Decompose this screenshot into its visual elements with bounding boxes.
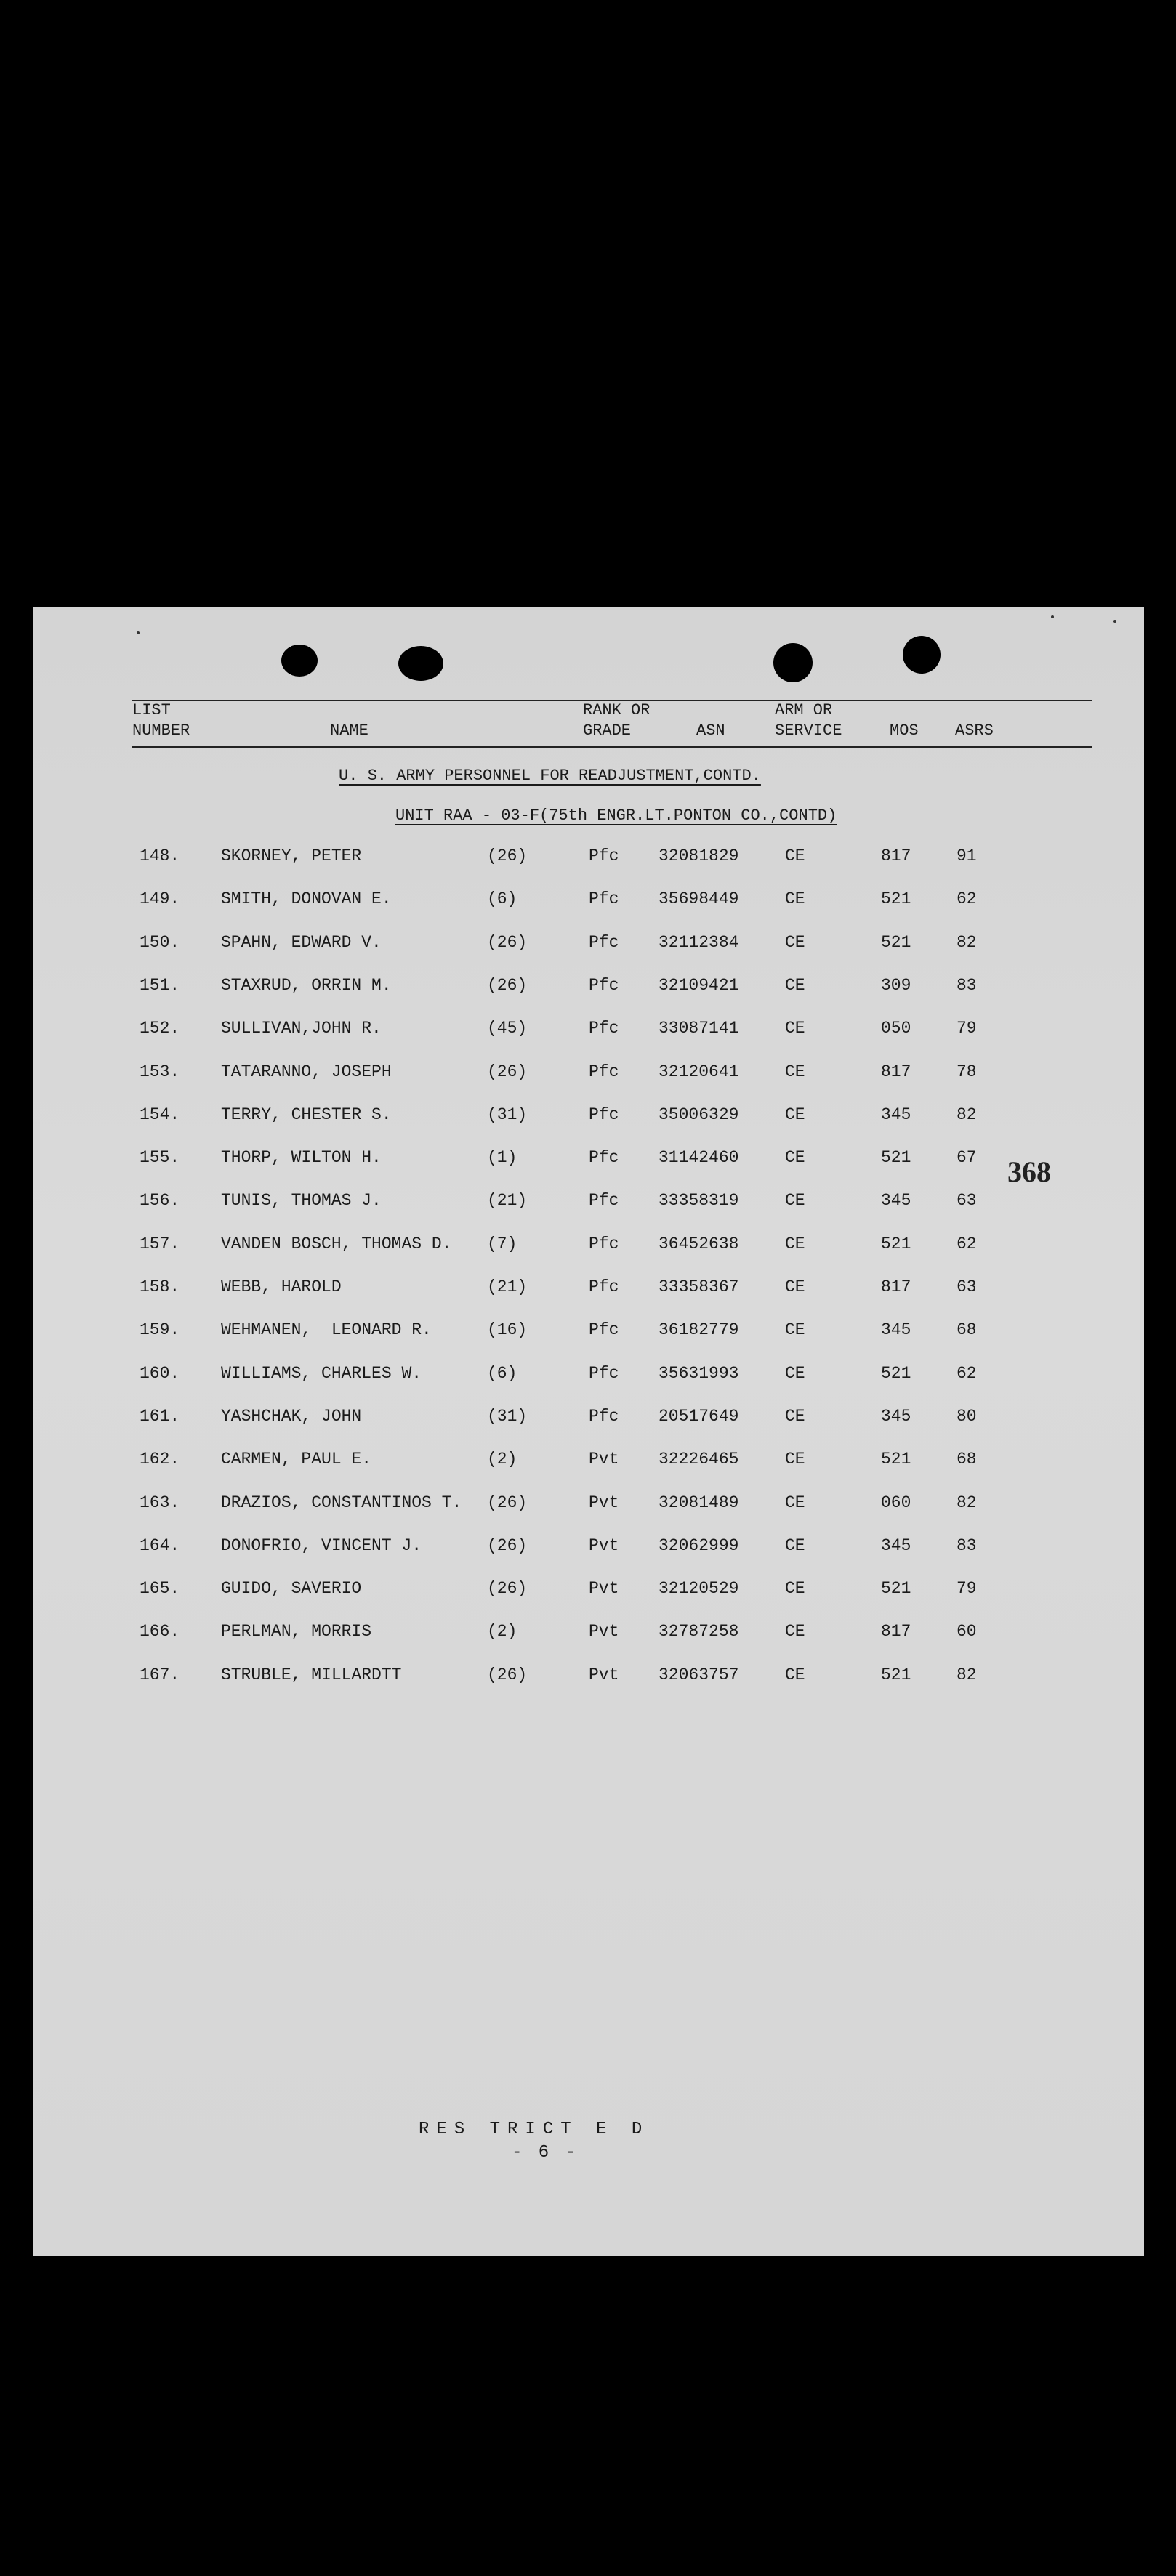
unit-line: UNIT RAA - 03-F(75th ENGR.LT.PONTON CO.,CONTD) [395,807,837,825]
row-number: 165. [140,1579,180,1599]
restricted-stamp: RES TRICT E D [419,2120,650,2139]
row-arm: CE [785,1406,805,1426]
row-number: 151. [140,975,180,995]
row-asn: 32787258 [659,1622,739,1642]
page-number: - 6 - [512,2143,579,2163]
document-title: U. S. ARMY PERSONNEL FOR READJUSTMENT,CONTD. [339,767,761,785]
row-name: SULLIVAN,JOHN R. [221,1019,382,1038]
row-rank: Pvt [589,1535,619,1555]
row-code: (2) [487,1450,517,1469]
row-number: 149. [140,889,180,909]
row-number: 157. [140,1234,180,1253]
row-rank: Pfc [589,1062,619,1081]
row-code: (7) [487,1234,517,1253]
row-number: 163. [140,1493,180,1512]
row-mos: 521 [881,1234,911,1253]
row-name: STRUBLE, MILLARDTT [221,1665,402,1684]
row-arm: CE [785,1105,805,1124]
row-name: SPAHN, EDWARD V. [221,932,382,952]
header-arm-2: SERVICE [775,722,842,740]
row-number: 155. [140,1148,180,1168]
row-number: 153. [140,1062,180,1081]
row-number: 158. [140,1277,180,1296]
row-arm: CE [785,1665,805,1684]
row-asn: 33087141 [659,1019,739,1038]
row-number: 156. [140,1191,180,1211]
row-asn: 32120529 [659,1579,739,1599]
row-asrs: 63 [956,1277,977,1296]
row-mos: 521 [881,1363,911,1383]
row-asn: 32081489 [659,1493,739,1512]
row-asrs: 68 [956,1320,977,1340]
row-asn: 32062999 [659,1535,739,1555]
row-rank: Pfc [589,1234,619,1253]
header-list-number-2: NUMBER [132,722,190,740]
row-mos: 345 [881,1406,911,1426]
header-asrs: ASRS [955,722,994,740]
row-code: (26) [487,932,528,952]
punch-hole [903,636,941,674]
row-arm: CE [785,1535,805,1555]
row-number: 160. [140,1363,180,1383]
punch-hole [398,646,443,681]
row-arm: CE [785,1363,805,1383]
row-rank: Pfc [589,847,619,865]
row-arm: CE [785,1062,805,1081]
row-asn: 31142460 [659,1148,739,1168]
document-page [33,607,1144,2256]
row-mos: 521 [881,1579,911,1599]
row-arm: CE [785,1019,805,1038]
row-number: 162. [140,1450,180,1469]
row-asrs: 79 [956,1019,977,1038]
header-list-number-1: LIST [132,701,171,719]
row-name: WILLIAMS, CHARLES W. [221,1363,422,1383]
row-rank: Pfc [589,975,619,995]
row-asrs: 79 [956,1579,977,1599]
row-rank: Pfc [589,1363,619,1383]
row-code: (45) [487,1019,528,1038]
row-code: (26) [487,1493,528,1512]
row-code: (26) [487,1579,528,1599]
row-asn: 35631993 [659,1363,739,1383]
row-arm: CE [785,1148,805,1168]
row-code: (21) [487,1277,528,1296]
row-name: WEHMANEN, LEONARD R. [221,1320,432,1340]
row-asrs: 62 [956,1234,977,1253]
row-name: VANDEN BOSCH, THOMAS D. [221,1234,452,1253]
row-asrs: 82 [956,1665,977,1684]
row-code: (31) [487,1406,528,1426]
row-mos: 345 [881,1191,911,1211]
row-asn: 32081829 [659,847,739,865]
row-mos: 817 [881,1622,911,1642]
row-code: (6) [487,889,517,909]
row-mos: 521 [881,889,911,909]
row-arm: CE [785,1234,805,1253]
row-asrs: 80 [956,1406,977,1426]
row-mos: 521 [881,1148,911,1168]
row-asrs: 68 [956,1450,977,1469]
punch-hole [773,643,813,682]
header-rank-1: RANK OR [583,701,651,719]
row-code: (26) [487,847,528,865]
row-number: 164. [140,1535,180,1555]
row-mos: 521 [881,1450,911,1469]
row-mos: 521 [881,1665,911,1684]
row-mos: 060 [881,1493,911,1512]
row-asn: 35698449 [659,889,739,909]
row-asrs: 82 [956,1105,977,1124]
row-asrs: 67 [956,1148,977,1168]
row-name: SKORNEY, PETER [221,847,362,865]
row-asn: 20517649 [659,1406,739,1426]
row-mos: 521 [881,932,911,952]
row-number: 167. [140,1665,180,1684]
row-number: 148. [140,847,180,865]
row-asn: 32112384 [659,932,739,952]
row-asrs: 82 [956,1493,977,1512]
row-code: (26) [487,1062,528,1081]
row-rank: Pvt [589,1665,619,1684]
margin-number: 368 [1007,1155,1051,1188]
row-asrs: 78 [956,1062,977,1081]
row-asn: 35006329 [659,1105,739,1124]
row-mos: 050 [881,1019,911,1038]
row-arm: CE [785,1277,805,1296]
row-name: STAXRUD, ORRIN M. [221,975,392,995]
row-name: DRAZIOS, CONSTANTINOS T. [221,1493,462,1512]
row-arm: CE [785,1191,805,1211]
row-arm: CE [785,1579,805,1599]
row-arm: CE [785,1493,805,1512]
row-rank: Pvt [589,1579,619,1599]
row-rank: Pfc [589,1191,619,1211]
row-asrs: 62 [956,1363,977,1383]
row-asn: 32120641 [659,1062,739,1081]
row-arm: CE [785,847,805,865]
row-rank: Pfc [589,889,619,909]
row-code: (26) [487,1665,528,1684]
row-name: WEBB, HAROLD [221,1277,342,1296]
punch-hole [281,645,318,677]
row-asrs: 60 [956,1622,977,1642]
row-code: (21) [487,1191,528,1211]
row-name: TATARANNO, JOSEPH [221,1062,392,1081]
row-arm: CE [785,1320,805,1340]
row-rank: Pvt [589,1493,619,1512]
row-asrs: 62 [956,889,977,909]
row-rank: Pfc [589,1148,619,1168]
header-rank-2: GRADE [583,722,632,740]
row-number: 152. [140,1019,180,1038]
row-asrs: 83 [956,975,977,995]
row-name: SMITH, DONOVAN E. [221,889,392,909]
row-code: (26) [487,975,528,995]
row-number: 150. [140,932,180,952]
row-rank: Pfc [589,1105,619,1124]
row-asrs: 63 [956,1191,977,1211]
row-number: 154. [140,1105,180,1124]
row-name: CARMEN, PAUL E. [221,1450,372,1469]
row-mos: 817 [881,1062,911,1081]
row-asrs: 83 [956,1535,977,1555]
row-rank: Pfc [589,1320,619,1340]
row-rank: Pfc [589,1019,619,1038]
row-asrs: 91 [956,847,977,865]
row-arm: CE [785,975,805,995]
row-asrs: 82 [956,932,977,952]
row-arm: CE [785,1450,805,1469]
row-code: (31) [487,1105,528,1124]
row-asn: 36182779 [659,1320,739,1340]
row-arm: CE [785,932,805,952]
row-rank: Pvt [589,1450,619,1469]
speck [137,631,140,634]
row-mos: 345 [881,1535,911,1555]
row-rank: Pfc [589,1406,619,1426]
row-arm: CE [785,1622,805,1642]
row-number: 159. [140,1320,180,1340]
row-code: (1) [487,1148,517,1168]
row-rank: Pfc [589,1277,619,1296]
row-asn: 36452638 [659,1234,739,1253]
row-mos: 817 [881,847,911,865]
row-name: DONOFRIO, VINCENT J. [221,1535,422,1555]
row-code: (6) [487,1363,517,1383]
row-asn: 33358319 [659,1191,739,1211]
header-bottom-rule [132,746,1092,748]
header-mos: MOS [890,722,919,740]
row-name: TUNIS, THOMAS J. [221,1191,382,1211]
row-code: (16) [487,1320,528,1340]
row-number: 161. [140,1406,180,1426]
speck [1051,615,1054,618]
row-name: TERRY, CHESTER S. [221,1105,392,1124]
header-name: NAME [330,722,368,740]
row-code: (2) [487,1622,517,1642]
row-name: THORP, WILTON H. [221,1148,382,1168]
row-asn: 32063757 [659,1665,739,1684]
row-name: PERLMAN, MORRIS [221,1622,372,1642]
row-name: GUIDO, SAVERIO [221,1579,362,1599]
header-arm-1: ARM OR [775,701,833,719]
row-rank: Pfc [589,932,619,952]
row-mos: 345 [881,1320,911,1340]
header-asn: ASN [696,722,725,740]
row-mos: 817 [881,1277,911,1296]
row-asn: 32109421 [659,975,739,995]
row-number: 166. [140,1622,180,1642]
row-name: YASHCHAK, JOHN [221,1406,362,1426]
row-rank: Pvt [589,1622,619,1642]
row-arm: CE [785,889,805,909]
row-mos: 345 [881,1105,911,1124]
row-asn: 33358367 [659,1277,739,1296]
row-asn: 32226465 [659,1450,739,1469]
speck [1113,620,1116,623]
row-code: (26) [487,1535,528,1555]
row-mos: 309 [881,975,911,995]
